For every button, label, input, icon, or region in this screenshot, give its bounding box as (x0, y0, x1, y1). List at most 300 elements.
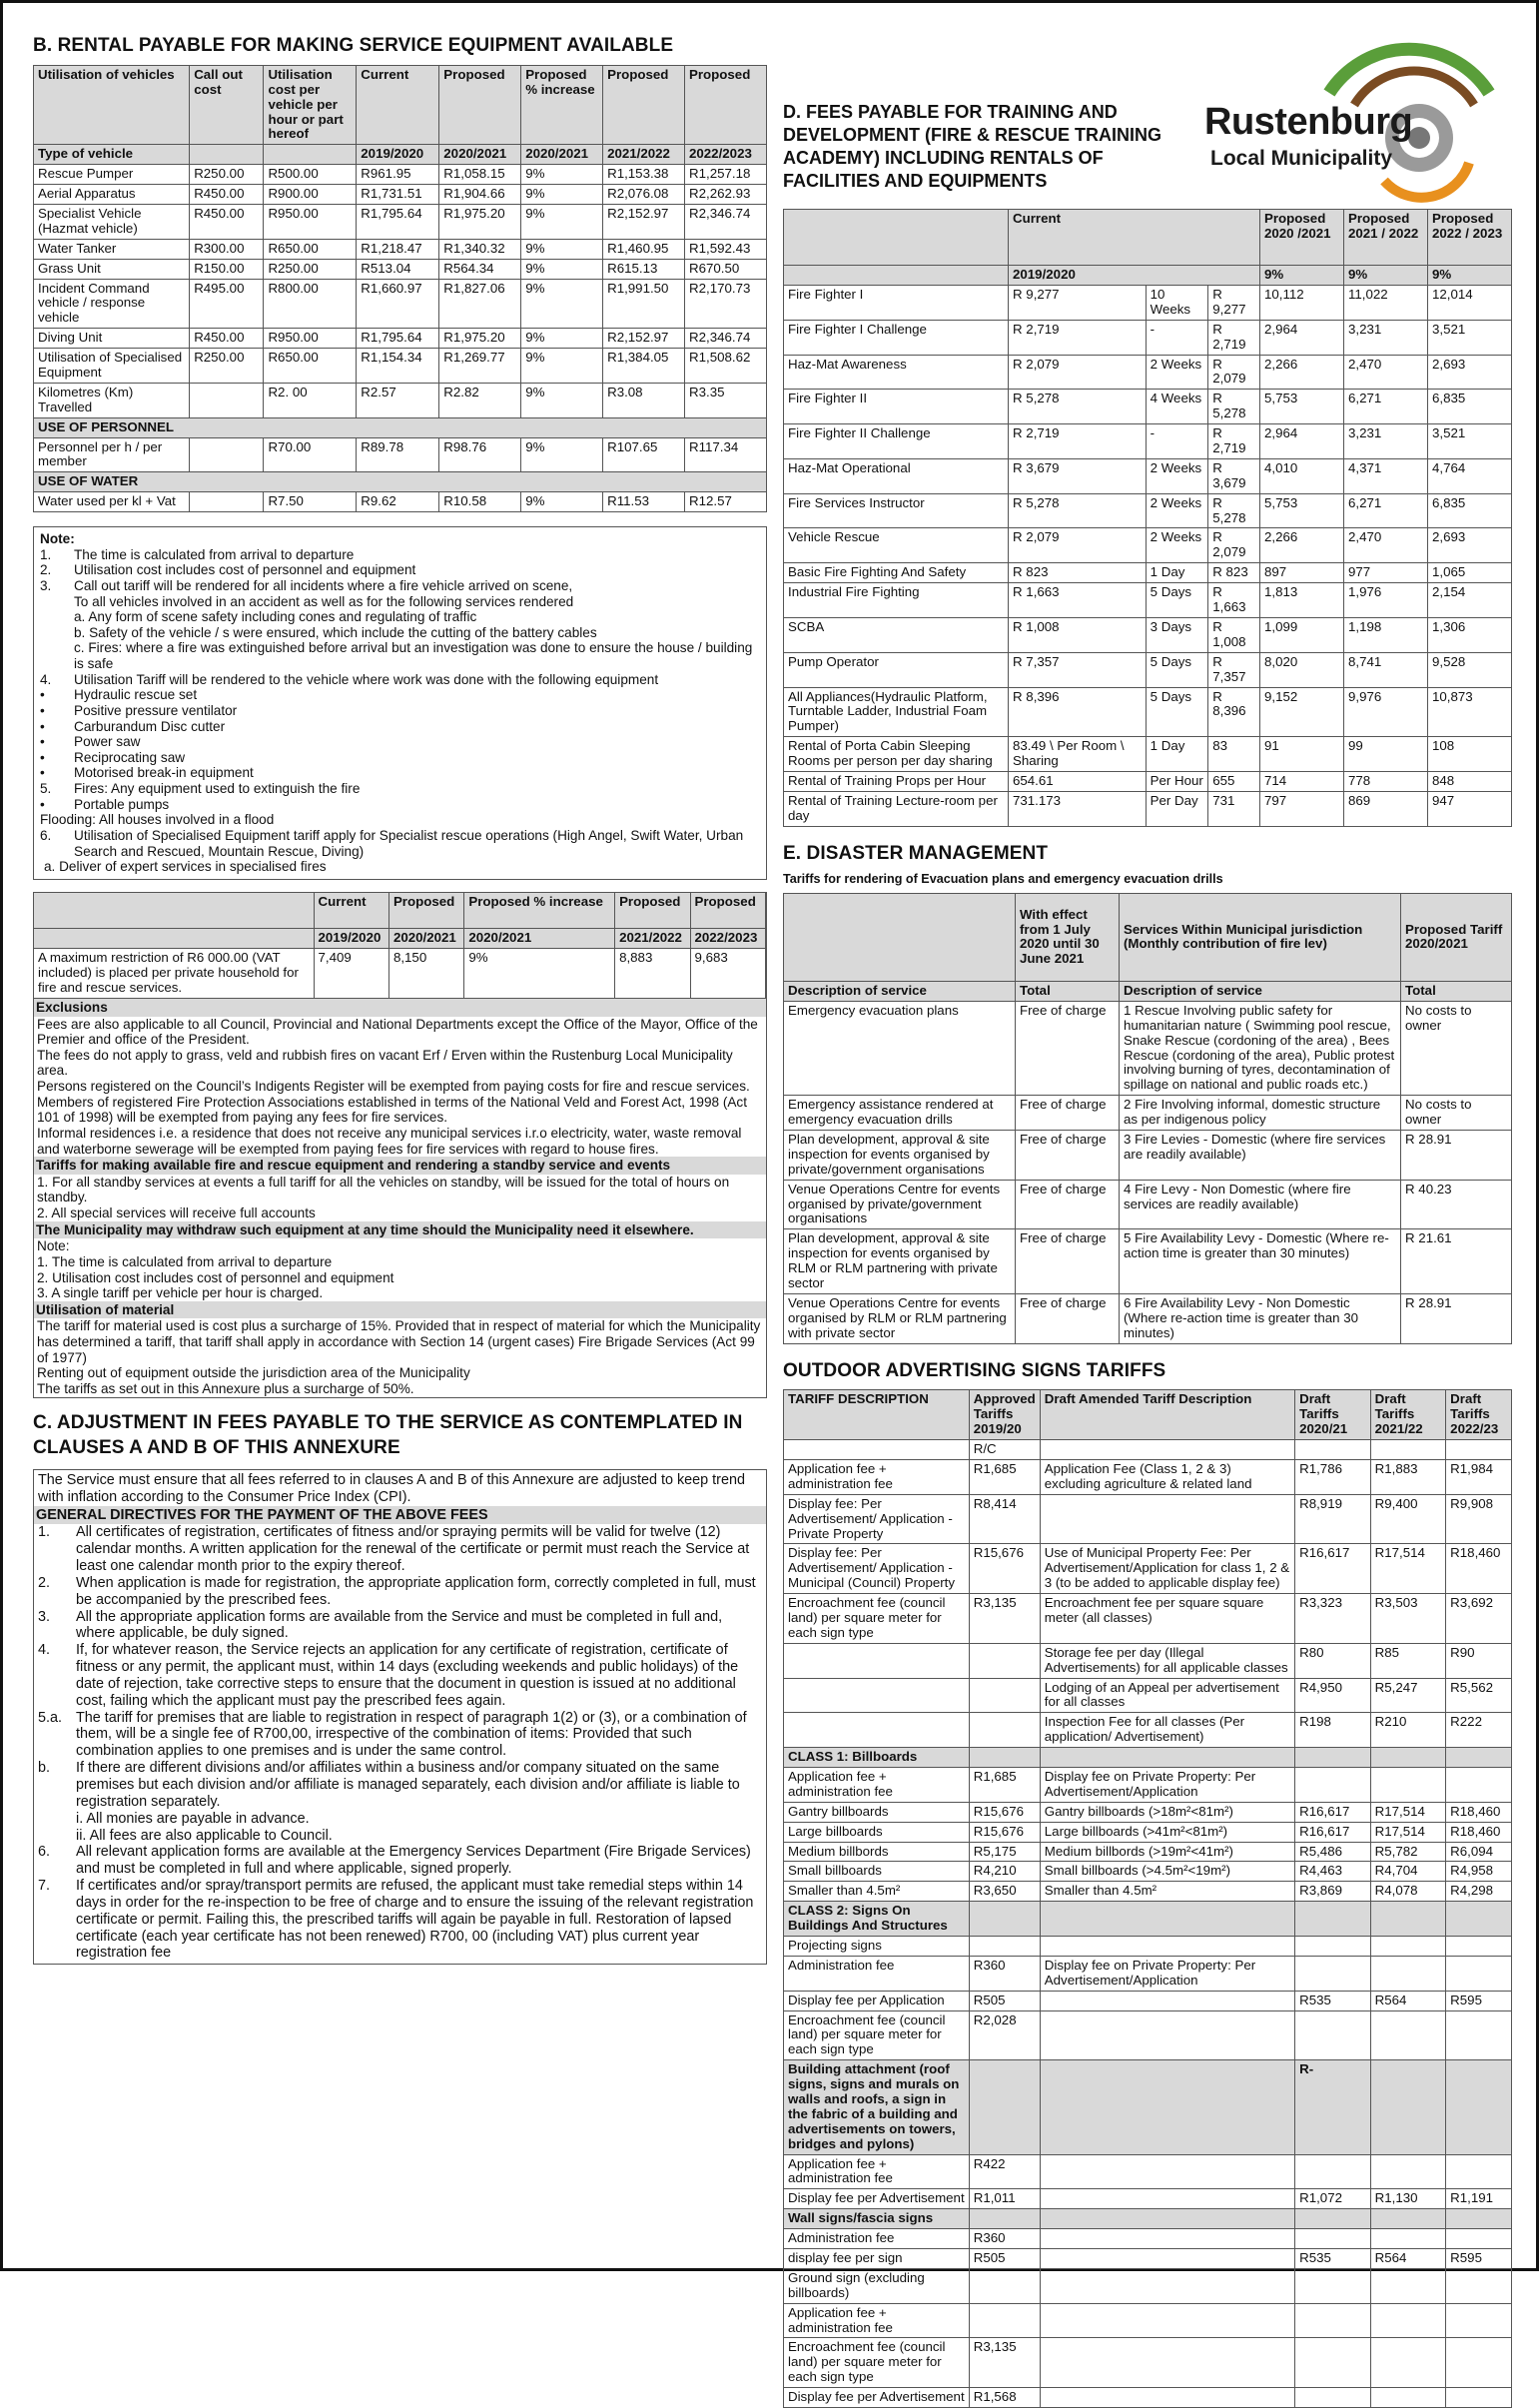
table-cell (1446, 2303, 1512, 2338)
table-cell: Free of charge (1016, 1001, 1120, 1095)
table-cell: R 28.91 (1401, 1293, 1512, 1343)
column-header: Description of service (784, 981, 1016, 1001)
table-cell: Industrial Fire Fighting (784, 583, 1009, 618)
table-cell (1040, 1902, 1294, 1937)
table-cell: R3,650 (969, 1882, 1040, 1902)
table-cell: R1,827.06 (439, 279, 521, 329)
table-cell: Application fee + administration fee (784, 1459, 970, 1494)
table-cell: 1,976 (1344, 583, 1428, 618)
note-item: 2. Utilisation cost includes cost of personnel and equipment (40, 562, 416, 578)
table-cell: R1,795.64 (357, 204, 439, 239)
table-cell: 108 (1428, 737, 1512, 772)
table-row (784, 286, 1512, 321)
table-header-row (784, 893, 1512, 981)
column-header: Proposed 2020 /2021 (1260, 210, 1344, 266)
table-cell: R900.00 (264, 185, 357, 205)
table-cell: R3,135 (969, 2338, 1040, 2388)
table-cell (1040, 2189, 1294, 2209)
table-cell: A maximum restriction of R6 000.00 (VAT included) is placed per private household for fire and rescue services. (34, 949, 314, 999)
table-cell: R2,152.97 (603, 204, 685, 239)
table-row (784, 1459, 1512, 1494)
table-row (784, 1643, 1512, 1678)
table-cell: 8,150 (388, 949, 463, 999)
directive-item: 1. All certificates of registration, certificates of fitness and/or spraying permits will be valid for twelve (12) calendar months. A written application for the renewal of the certificate or permit must reach the Service at least one calendar month prior to the expiry thereof. (38, 1524, 750, 1575)
table-cell (1295, 2209, 1371, 2229)
table-cell: R 2,719 (1009, 424, 1147, 459)
table-cell: R3,323 (1295, 1594, 1371, 1644)
table-cell (1040, 1748, 1294, 1768)
table-cell: R 2,719 (1009, 320, 1147, 355)
table-cell: R1,508.62 (685, 349, 767, 384)
table-cell: Haz-Mat Operational (784, 458, 1009, 493)
table-cell: 9% (521, 185, 603, 205)
table-row (784, 1494, 1512, 1544)
table-cell: Venue Operations Centre for events organised by private/government organisations (784, 1180, 1016, 1229)
table-cell: 6,835 (1428, 493, 1512, 528)
table-cell: R1,058.15 (439, 165, 521, 185)
table-cell: R615.13 (603, 259, 685, 279)
table-cell: display fee per sign (784, 2249, 970, 2269)
table-cell: R15,676 (969, 1822, 1040, 1842)
table-cell (1040, 1991, 1294, 2010)
column-header: 2019/2020 (314, 929, 388, 949)
table-cell (1295, 1902, 1371, 1937)
table-cell: R505 (969, 1991, 1040, 2010)
table-cell: - (1146, 424, 1208, 459)
table-row (34, 279, 767, 329)
column-header: 2020/2021 (464, 929, 615, 949)
table-cell: R535 (1295, 2249, 1371, 2269)
table-cell: R1,191 (1446, 2189, 1512, 2209)
table-cell: R250.00 (264, 259, 357, 279)
column-header (784, 266, 1009, 286)
table-row (784, 458, 1512, 493)
table-cell (969, 1678, 1040, 1713)
table-cell: 977 (1344, 563, 1428, 583)
table-cell: R1,269.77 (439, 349, 521, 384)
table-cell: Plan development, approval & site inspection for events organised by private/government organisations (784, 1130, 1016, 1180)
table-cell: 2,266 (1260, 355, 1344, 390)
table-cell: R 40.23 (1401, 1180, 1512, 1229)
table-cell (1295, 1748, 1371, 1768)
table-cell (1040, 2060, 1294, 2154)
table-cell: R11.53 (603, 492, 685, 512)
table-cell: R1,660.97 (357, 279, 439, 329)
table-cell: 2,693 (1428, 355, 1512, 390)
table-cell: 2,266 (1260, 528, 1344, 563)
note-item: • Power saw (40, 734, 141, 750)
table-cell: Utilisation of Specialised Equipment (34, 349, 190, 384)
table-cell: R107.65 (603, 437, 685, 472)
note-item: • Hydraulic rescue set (40, 687, 198, 703)
table-cell: R16,617 (1295, 1822, 1371, 1842)
table-cell (784, 1713, 970, 1748)
table-row (784, 2189, 1512, 2209)
column-header: 9% (1344, 266, 1428, 286)
outdoor-title: OUTDOOR ADVERTISING SIGNS TARIFFS (783, 1359, 1166, 1381)
table-cell: R9,400 (1370, 1494, 1446, 1544)
column-header: 2022/2023 (685, 145, 767, 165)
table-cell (1446, 2388, 1512, 2408)
table-cell (1446, 2268, 1512, 2303)
table-cell: R4,463 (1295, 1862, 1371, 1882)
table-cell: Emergency evacuation plans (784, 1001, 1016, 1095)
column-header: Proposed (603, 65, 685, 144)
table-cell: 654.61 (1009, 771, 1147, 791)
table-cell: Aerial Apparatus (34, 185, 190, 205)
table-cell: 714 (1260, 771, 1344, 791)
table-cell: 9% (521, 383, 603, 417)
table-cell: Projecting signs (784, 1936, 970, 1956)
table-cell: Fire Fighter I (784, 286, 1009, 321)
table-cell: 655 (1208, 771, 1260, 791)
table-cell: R1,257.18 (685, 165, 767, 185)
column-header: 2022/2023 (690, 929, 766, 949)
column-header: Current (1009, 210, 1260, 266)
table-cell: R360 (969, 2229, 1040, 2249)
table-cell: 897 (1260, 563, 1344, 583)
note-item: 4. Utilisation Tariff will be rendered to the vehicle where work was done with the following equipment (40, 671, 659, 687)
exclusion-item: Informal residences i.e. a residence that does not receive any municipal services i.r.o electricity, water, waste removal and waterborne sewerage will be exempted from paying fees for fire services with regard to house fires. (37, 1125, 742, 1157)
table-row (784, 687, 1512, 737)
table-cell: Free of charge (1016, 1293, 1120, 1343)
table-cell: R513.04 (357, 259, 439, 279)
table-cell (1295, 1936, 1371, 1956)
table-cell: 1 Rescue Involving public safety for humanitarian nature ( Swimming pool rescue, Snake Rescue (cordoning of the area) , Bees Rescue (cordoning of the area), Public protest involving burning of tyres, decontamination of spillage on national and public roads etc.) (1120, 1001, 1401, 1095)
table-cell: R5,486 (1295, 1842, 1371, 1862)
rental-table (33, 65, 767, 512)
table-cell (1370, 2388, 1446, 2408)
table-cell: 6,835 (1428, 390, 1512, 424)
table-cell: 2 Weeks (1146, 355, 1208, 390)
section-row (784, 2209, 1512, 2229)
restriction-table (34, 893, 766, 999)
table-cell: 5,753 (1260, 493, 1344, 528)
table-cell: Encroachment fee (council land) per square meter for each sign type (784, 2338, 970, 2388)
table-cell: R6,094 (1446, 1842, 1512, 1862)
table-cell: R18,460 (1446, 1802, 1512, 1822)
outdoor-table (783, 1389, 1512, 2408)
section-row (784, 1902, 1512, 1937)
table-row (34, 165, 767, 185)
table-cell: Encroachment fee (council land) per square meter for each sign type (784, 1594, 970, 1644)
table-cell: R18,460 (1446, 1822, 1512, 1842)
table-cell (190, 437, 264, 472)
table-cell: R2,346.74 (685, 204, 767, 239)
table-cell: 9,528 (1428, 652, 1512, 687)
table-row (784, 652, 1512, 687)
table-cell: Encroachment fee (council land) per square meter for each sign type (784, 2010, 970, 2060)
general-directives-heading: GENERAL DIRECTIVES FOR THE PAYMENT OF THE ABOVE FEES (34, 1506, 766, 1525)
table-cell: R 9,277 (1009, 286, 1147, 321)
table-cell: 2,693 (1428, 528, 1512, 563)
table-cell: R450.00 (190, 204, 264, 239)
table-cell: Rental of Training Lecture-room per day (784, 791, 1009, 826)
table-cell: Storage fee per day (Illegal Advertisements) for all applicable classes (1040, 1643, 1294, 1678)
table-cell: 9% (521, 329, 603, 349)
table-cell (1295, 1767, 1371, 1802)
note-item: 5. Fires: Any equipment used to extinguish the fire (40, 781, 361, 797)
table-cell: R1,011 (969, 2189, 1040, 2209)
table-cell: R1,975.20 (439, 204, 521, 239)
table-cell: R1,218.47 (357, 239, 439, 259)
exclusion-item: Persons registered on the Council’s Indigents Register will be exempted from paying costs for fire and rescue services. (37, 1079, 750, 1095)
table-cell: Emergency assistance rendered at emergency evacuation drills (784, 1096, 1016, 1131)
table-cell: 848 (1428, 771, 1512, 791)
table-cell (190, 383, 264, 417)
table-cell: Rental of Porta Cabin Sleeping Rooms per person per day sharing (784, 737, 1009, 772)
table-cell: R2,262.93 (685, 185, 767, 205)
table-cell: R 2,079 (1208, 528, 1260, 563)
table-cell: 9% (521, 165, 603, 185)
section-row (34, 472, 767, 492)
table-cell (1446, 2209, 1512, 2229)
table-cell (969, 1936, 1040, 1956)
table-cell: R7.50 (264, 492, 357, 512)
table-cell: 778 (1344, 771, 1428, 791)
table-cell: 3,521 (1428, 320, 1512, 355)
table-row (784, 1767, 1512, 1802)
table-cell: R15,676 (969, 1802, 1040, 1822)
table-cell: R 823 (1208, 563, 1260, 583)
table-cell (969, 2268, 1040, 2303)
standby-item: 1. For all standby services at events a full tariff for all the vehicles on standby, will be issued for the total of hours on standby. (37, 1174, 730, 1205)
table-cell: 99 (1344, 737, 1428, 772)
table-cell: 9% (464, 949, 615, 999)
table-cell: R360 (969, 1956, 1040, 1991)
note-item: 3. Call out tariff will be rendered for all incidents where a fire vehicle arrived on scene, (40, 577, 573, 593)
table-cell: R4,958 (1446, 1862, 1512, 1882)
table-cell: Display fee per Advertisement (784, 2388, 970, 2408)
table-cell: Display fee on Private Property: Per Advertisement/Application (1040, 1956, 1294, 1991)
table-cell (1295, 2303, 1371, 2338)
section-e-title: E. DISASTER MANAGEMENT (783, 842, 1049, 864)
table-cell: 2 Weeks (1146, 528, 1208, 563)
table-cell: Small billboards (>4.5m²<19m²) (1040, 1862, 1294, 1882)
table-cell: 9,152 (1260, 687, 1344, 737)
table-cell: 8,020 (1260, 652, 1344, 687)
table-cell: 6 Fire Availability Levy - Non Domestic (Where re-action time is greater than 30 minutes) (1120, 1293, 1401, 1343)
table-cell: No costs to owner (1401, 1096, 1512, 1131)
table-cell (969, 2303, 1040, 2338)
table-cell: 9% (521, 259, 603, 279)
table-cell: R1,975.20 (439, 329, 521, 349)
standby-item: 2. All special services will receive full accounts (37, 1205, 316, 1221)
table-cell: Haz-Mat Awareness (784, 355, 1009, 390)
table-cell (1040, 2010, 1294, 2060)
directive-item: 2. When application is made for registration, the appropriate application form, correctly completed in full, must be accompanied by the prescribed fees. (38, 1574, 756, 1608)
table-cell: 1,099 (1260, 617, 1344, 652)
table-cell: R4,298 (1446, 1882, 1512, 1902)
note-item: • Carburandum Disc cutter (40, 718, 226, 734)
table-cell: 1,306 (1428, 617, 1512, 652)
table-cell: Inspection Fee for all classes (Per application/ Advertisement) (1040, 1713, 1294, 1748)
column-header: Proposed % increase (521, 65, 603, 144)
table-row (34, 204, 767, 239)
column-header: 9% (1260, 266, 1344, 286)
table-row (784, 791, 1512, 826)
table-cell: 7,409 (314, 949, 388, 999)
table-cell: 4,371 (1344, 458, 1428, 493)
table-cell: Free of charge (1016, 1130, 1120, 1180)
table-cell: R1,795.64 (357, 329, 439, 349)
table-cell: R222 (1446, 1713, 1512, 1748)
table-row (784, 2060, 1512, 2154)
column-header: Proposed Tariff 2020/2021 (1401, 893, 1512, 981)
table-cell: R1,991.50 (603, 279, 685, 329)
table-cell: 5,753 (1260, 390, 1344, 424)
table-cell: R2,346.74 (685, 329, 767, 349)
table-row (34, 329, 767, 349)
note-item: • Positive pressure ventilator (40, 702, 238, 718)
column-header: 2019/2020 (1009, 266, 1260, 286)
table-cell: R 7,357 (1208, 652, 1260, 687)
table-cell: 11,022 (1344, 286, 1428, 321)
table-cell: R117.34 (685, 437, 767, 472)
table-cell (1370, 2338, 1446, 2388)
column-header: Proposed 2022 / 2023 (1428, 210, 1512, 266)
table-cell (1370, 2060, 1446, 2154)
table-cell: R9.62 (357, 492, 439, 512)
table-cell: 2,964 (1260, 320, 1344, 355)
table-cell: 4,010 (1260, 458, 1344, 493)
table-cell: 2 Weeks (1146, 493, 1208, 528)
table-cell (1295, 2388, 1371, 2408)
table-cell: R 3,679 (1009, 458, 1147, 493)
table-cell: Administration fee (784, 2229, 970, 2249)
table-cell: R17,514 (1370, 1544, 1446, 1594)
column-header: Proposed (439, 65, 521, 144)
table-cell: Ground sign (excluding billboards) (784, 2268, 970, 2303)
table-cell: 3,231 (1344, 424, 1428, 459)
table-cell (1446, 1440, 1512, 1460)
column-header: Draft Tariffs 2022/23 (1446, 1390, 1512, 1440)
table-cell: R961.95 (357, 165, 439, 185)
table-row (784, 2388, 1512, 2408)
table-cell: R 2,719 (1208, 320, 1260, 355)
table-cell: R 1,008 (1009, 617, 1147, 652)
table-cell: R505 (969, 2249, 1040, 2269)
table-cell: R564 (1370, 1991, 1446, 2010)
table-row (784, 1678, 1512, 1713)
table-cell: 731.173 (1009, 791, 1147, 826)
table-row (784, 390, 1512, 424)
standby-heading: Tariffs for making available fire and rescue equipment and rendering a standby service and events (34, 1157, 766, 1175)
table-cell (1040, 2303, 1294, 2338)
directive-item: i. All monies are payable in advance. (76, 1810, 310, 1827)
column-header: Current (314, 893, 388, 929)
table-cell (1370, 2268, 1446, 2303)
restriction-block (33, 892, 767, 1398)
table-cell: 4 Fire Levy - Non Domestic (where fire services are readily available) (1120, 1180, 1401, 1229)
withdraw-item: Note: (37, 1238, 70, 1254)
table-cell: R17,514 (1370, 1822, 1446, 1842)
table-cell (969, 1643, 1040, 1678)
table-cell: Medium billbords (>19m²<41m²) (1040, 1842, 1294, 1862)
table-cell (1040, 2268, 1294, 2303)
table-cell: R 3,679 (1208, 458, 1260, 493)
directive-item: b. If there are different divisions and/or affiliates within a business and/or company situated on the same premises but each division and/or affiliate is managed separately, each division and/or affiliate is liable to registration separately. (38, 1760, 740, 1810)
table-cell: R5,175 (969, 1842, 1040, 1862)
table-cell: 8,741 (1344, 652, 1428, 687)
table-cell: R210 (1370, 1713, 1446, 1748)
table-cell: R 5,278 (1009, 493, 1147, 528)
column-header: Services Within Municipal jurisdiction (Monthly contribution of fire lev) (1120, 893, 1401, 981)
table-header-row (34, 893, 766, 929)
table-cell (1370, 1440, 1446, 1460)
table-row (784, 528, 1512, 563)
table-row (784, 1293, 1512, 1343)
table-row (784, 1822, 1512, 1842)
table-cell: R4,950 (1295, 1678, 1371, 1713)
table-cell: R 2,719 (1208, 424, 1260, 459)
table-row (34, 437, 767, 472)
table-cell (1446, 1936, 1512, 1956)
table-cell (784, 1440, 970, 1460)
table-cell: R300.00 (190, 239, 264, 259)
table-cell: R 9,277 (1208, 286, 1260, 321)
table-cell: R 2,079 (1009, 355, 1147, 390)
table-cell: 6,271 (1344, 493, 1428, 528)
table-cell: R90 (1446, 1643, 1512, 1678)
table-cell: 1,065 (1428, 563, 1512, 583)
column-header (34, 929, 314, 949)
table-cell: R450.00 (190, 185, 264, 205)
table-row (784, 2303, 1512, 2338)
table-cell (1295, 2268, 1371, 2303)
table-cell: Incident Command vehicle / response vehicle (34, 279, 190, 329)
table-cell (784, 1643, 970, 1678)
table-cell: Fire Fighter I Challenge (784, 320, 1009, 355)
table-cell: R595 (1446, 1991, 1512, 2010)
table-cell: Free of charge (1016, 1180, 1120, 1229)
table-cell: 9% (521, 279, 603, 329)
table-cell (969, 1902, 1040, 1937)
table-cell: R3,692 (1446, 1594, 1512, 1644)
table-cell (1040, 2209, 1294, 2229)
table-cell (1446, 1748, 1512, 1768)
exclusion-item: Fees are also applicable to all Council, Provincial and National Departments except the Office of the Mayor, Office of the Premier and office of the President. (37, 1016, 758, 1048)
table-cell: Diving Unit (34, 329, 190, 349)
table-cell (1370, 2303, 1446, 2338)
table-cell (1370, 1956, 1446, 1991)
table-row (34, 949, 766, 999)
table-cell: R 2,079 (1009, 528, 1147, 563)
table-cell: R16,617 (1295, 1802, 1371, 1822)
table-cell: R1,731.51 (357, 185, 439, 205)
column-header: Draft Amended Tariff Description (1040, 1390, 1294, 1440)
table-cell: 5 Fire Availability Levy - Domestic (Where re-action time is greater than 30 minutes) (1120, 1229, 1401, 1294)
directive-item: ii. All fees are also applicable to Council. (76, 1827, 333, 1844)
table-cell: R 21.61 (1401, 1229, 1512, 1294)
column-header: Current (357, 65, 439, 144)
table-cell (1295, 2338, 1371, 2388)
table-cell: R450.00 (190, 329, 264, 349)
column-header: Total (1016, 981, 1120, 1001)
table-cell (969, 1713, 1040, 1748)
table-cell: SCBA (784, 617, 1009, 652)
table-row (784, 1862, 1512, 1882)
table-row (784, 737, 1512, 772)
table-cell (1040, 2154, 1294, 2189)
table-cell: R950.00 (264, 329, 357, 349)
table-cell: Pump Operator (784, 652, 1009, 687)
table-cell: Rental of Training Props per Hour (784, 771, 1009, 791)
table-row (34, 383, 767, 417)
table-cell: R 1,663 (1009, 583, 1147, 618)
section-e-subtitle: Tariffs for rendering of Evacuation plans and emergency evacuation drills (783, 872, 1223, 887)
table-cell: 83 (1208, 737, 1260, 772)
